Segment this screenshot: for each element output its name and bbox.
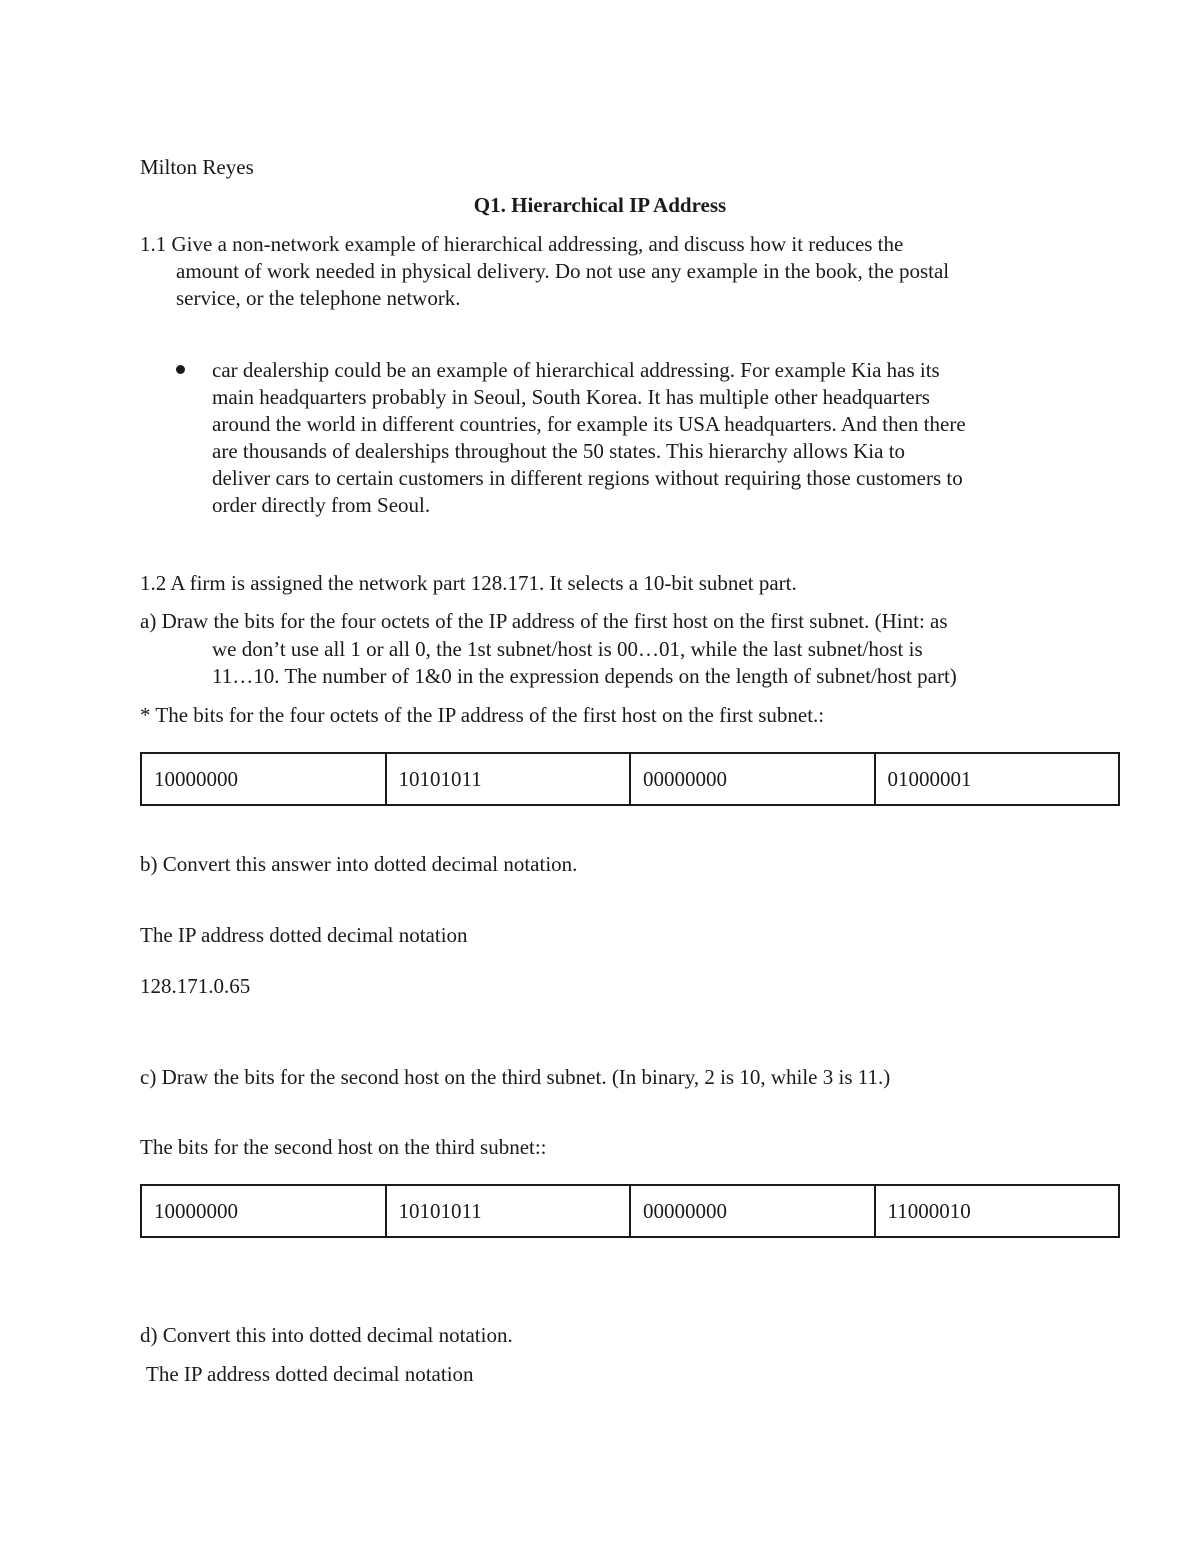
q1-2-b-answer: 128.171.0.65 [140, 974, 251, 998]
q1-2-b-question: b) Convert this answer into dotted decimal notation. [140, 852, 578, 876]
q1-1-answer-line-4: are thousands of dealerships throughout the 50 states. This hierarchy allows Kia to [212, 439, 906, 463]
q1-1-question-line-1: 1.1 Give a non-network example of hierarchical addressing, and discuss how it reduces the [140, 232, 904, 256]
octet-cell: 10101011 [386, 753, 631, 805]
octets-table-second-host [140, 1184, 1120, 1238]
octet-cell: 10000000 [141, 753, 386, 805]
octet-cell: 11000010 [875, 1185, 1120, 1237]
page-title: Q1. Hierarchical IP Address [473, 193, 727, 217]
q1-2-d-label: The IP address dotted decimal notation [146, 1362, 474, 1386]
q1-1-answer-line-3: around the world in different countries, for example its USA headquarters. And then there [212, 412, 966, 436]
octets-table-first-host [140, 752, 1120, 806]
q1-1-answer-line-2: main headquarters probably in Seoul, South Korea. It has multiple other headquarters [212, 385, 930, 409]
q1-1-answer-line-5: deliver cars to certain customers in different regions without requiring those customers to [212, 466, 963, 490]
octet-cell: 00000000 [630, 753, 875, 805]
q1-2-a-line-3: 11…10. The number of 1&0 in the expression depends on the length of subnet/host part) [212, 664, 957, 688]
q1-2-c-label: The bits for the second host on the third subnet:: [140, 1135, 547, 1159]
bullet-icon [176, 365, 185, 374]
q1-2-a-answer-label: * The bits for the four octets of the IP address of the first host on the first subnet.: [140, 703, 825, 727]
q1-2-d-question: d) Convert this into dotted decimal notation. [140, 1323, 513, 1347]
octet-cell: 00000000 [630, 1185, 875, 1237]
q1-2-a-line-2: we don’t use all 1 or all 0, the 1st subnet/host is 00…01, while the last subnet/host is [212, 637, 923, 661]
table-row [141, 1185, 1119, 1237]
q1-1-question-line-3: service, or the telephone network. [176, 286, 461, 310]
q1-1-answer-line-6: order directly from Seoul. [212, 493, 431, 517]
q1-2-c-question: c) Draw the bits for the second host on the third subnet. (In binary, 2 is 10, while 3 is 11.) [140, 1065, 891, 1089]
octet-cell: 10000000 [141, 1185, 386, 1237]
octet-cell: 01000001 [875, 753, 1120, 805]
q1-1-answer-line-1: car dealership could be an example of hierarchical addressing. For example Kia has its [212, 358, 940, 382]
author-name: Milton Reyes [140, 155, 254, 179]
q1-1-question-line-2: amount of work needed in physical delivery. Do not use any example in the book, the postal [176, 259, 950, 283]
table-row [141, 753, 1119, 805]
q1-2-b-label: The IP address dotted decimal notation [140, 923, 468, 947]
octet-cell: 10101011 [386, 1185, 631, 1237]
q1-2-a-line-1: a) Draw the bits for the four octets of the IP address of the first host on the first subnet. (Hint: as [140, 609, 948, 633]
q1-2-intro: 1.2 A firm is assigned the network part 128.171. It selects a 10-bit subnet part. [140, 571, 797, 595]
